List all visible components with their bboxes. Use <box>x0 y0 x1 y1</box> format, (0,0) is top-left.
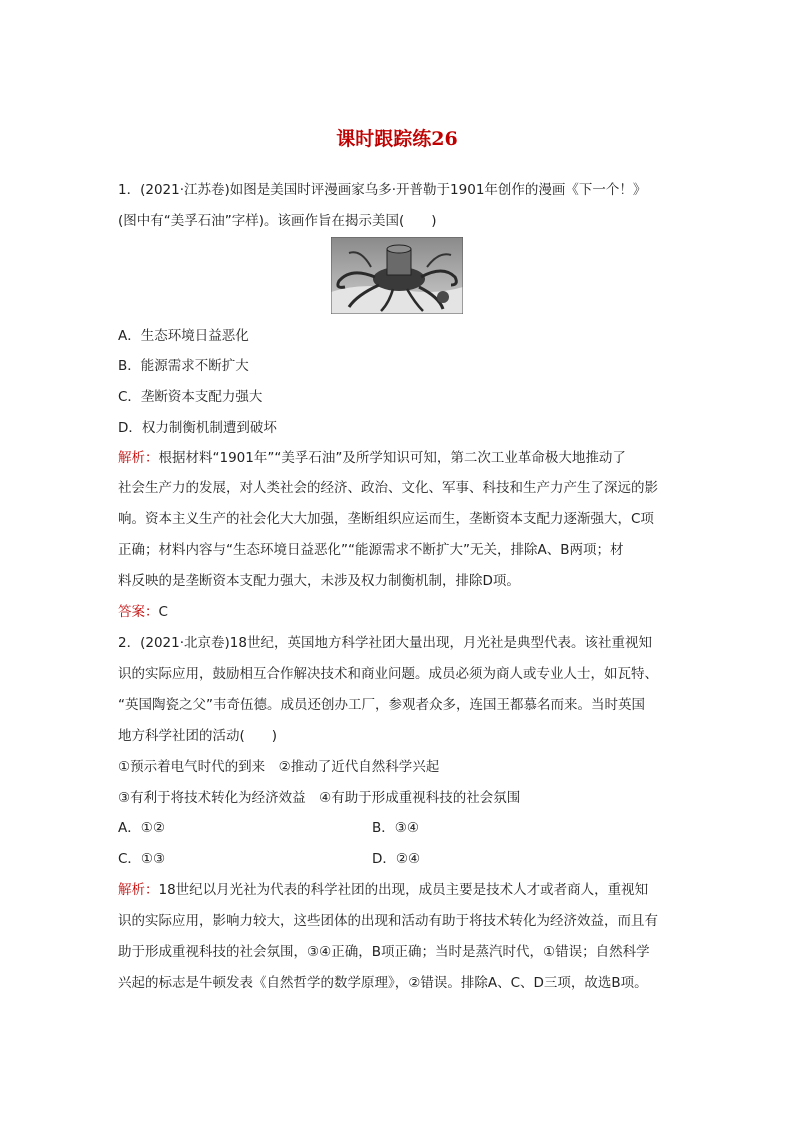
page-title: 课时跟踪练26 <box>336 128 458 150</box>
q1-stem-line-1: 1．(2021·江苏卷)如图是美国时评漫画家乌多·开普勒于1901年创作的漫画《下一个！》 <box>118 182 647 198</box>
q1-analysis-line-5: 料反映的是垄断资本支配力强大，未涉及权力制衡机制，排除D项。 <box>118 573 520 589</box>
q2-statements-line-2: ③有利于将技术转化为经济效益 ④有助于形成重视科技的社会氛围 <box>118 790 521 806</box>
q2-analysis-text: 18世纪以月光社为代表的科学社团的出现，成员主要是技术人才或者商人，重视知 <box>158 882 649 898</box>
q1-option-d: D．权力制衡机制遭到破坏 <box>118 420 277 436</box>
q1-stem-line-2: (图中有“美孚石油”字样)。该画作旨在揭示美国( ) <box>118 213 437 229</box>
q1-answer-label: 答案： <box>118 604 159 620</box>
q2-analysis-line-4: 兴起的标志是牛顿发表《自然哲学的数学原理》，②错误。排除A、C、D三项，故选B项。 <box>118 975 648 991</box>
q1-answer <box>118 602 678 622</box>
q2-stem-line-1: 2．(2021·北京卷)18世纪，英国地方科学社团大量出现，月光社是典型代表。该社重视知 <box>118 635 652 651</box>
q1-answer-value: C <box>158 604 168 620</box>
q1-analysis-text: 根据材料“1901年”“美孚石油”及所学知识可知，第二次工业革命极大地推动了 <box>158 450 626 466</box>
q1-analysis-line-3: 响。资本主义生产的社会化大大加强，垄断组织应运而生，垄断资本支配力逐渐强大，C项 <box>118 511 654 527</box>
q1-analysis-line-4: 正确；材料内容与“生态环境日益恶化”“能源需求不断扩大”无关，排除A、B两项；材 <box>118 542 624 558</box>
q1-analysis-line-2: 社会生产力的发展，对人类社会的经济、政治、文化、军事、科技和生产力产生了深远的影 <box>118 480 658 496</box>
cartoon-image <box>331 237 463 314</box>
q1-option-a: A．生态环境日益恶化 <box>118 328 249 344</box>
q2-statements-line-1: ①预示着电气时代的到来 ②推动了近代自然科学兴起 <box>118 759 440 775</box>
q1-analysis-label: 解析： <box>118 450 159 466</box>
q2-option-b: B．③④ <box>372 820 419 836</box>
q2-stem-line-2: 识的实际应用，鼓励相互合作解决技术和商业问题。成员必须为商人或专业人士，如瓦特、 <box>118 666 658 682</box>
q2-option-a: A．①② <box>118 820 165 836</box>
q2-option-d: D．②④ <box>372 851 421 867</box>
q2-stem-line-3: “英国陶瓷之父”韦奇伍德。成员还创办工厂，参观者众多，连国王都慕名而来。当时英国 <box>118 697 645 713</box>
q1-option-b: B．能源需求不断扩大 <box>118 358 249 374</box>
q2-analysis-line-3: 助于形成重视科技的社会氛围，③④正确，B项正确；当时是蒸汽时代，①错误；自然科学 <box>118 944 650 960</box>
q2-analysis-line-2: 识的实际应用，影响力较大，这些团体的出现和活动有助于将技术转化为经济效益，而且有 <box>118 913 658 929</box>
q2-analysis-line-1 <box>118 880 678 900</box>
q1-option-c: C．垄断资本支配力强大 <box>118 389 263 405</box>
q1-analysis-line-1 <box>118 448 678 468</box>
q2-stem-line-4: 地方科学社团的活动( ) <box>118 728 278 744</box>
q2-analysis-label: 解析： <box>118 882 159 898</box>
q2-option-c: C．①③ <box>118 851 166 867</box>
